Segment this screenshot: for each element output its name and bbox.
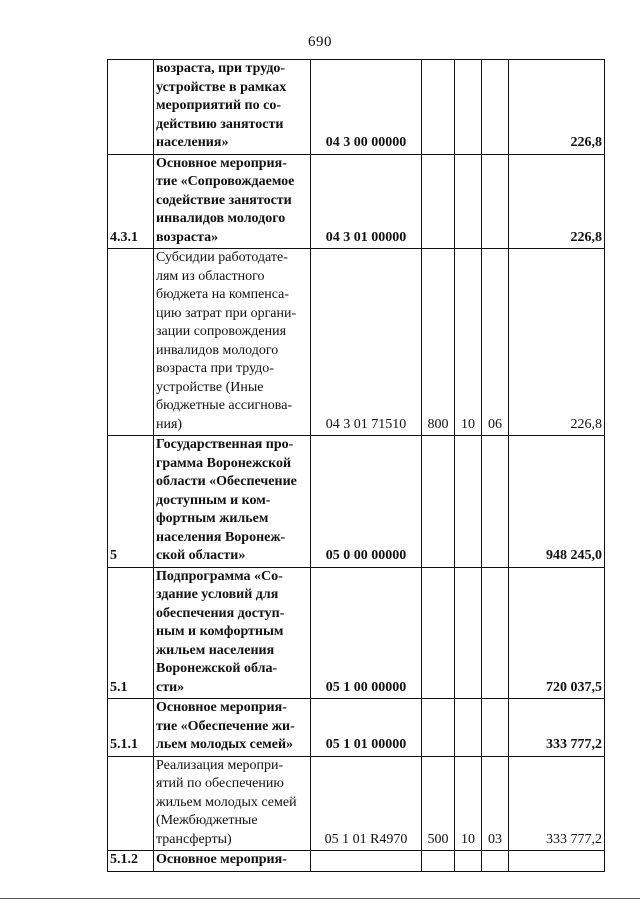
- row-name: Основное мероприя-: [154, 851, 311, 872]
- amount: [509, 851, 605, 872]
- subsection-code: 06: [482, 249, 509, 436]
- expense-type-code: [422, 60, 455, 155]
- row-name: возраста, при трудо- устройстве в рамках мероприятий по со- действию занятости населения»: [154, 60, 311, 155]
- row-number: [108, 756, 154, 851]
- amount: 333 777,2: [509, 756, 605, 851]
- subsection-code: [482, 436, 509, 568]
- row-number: 4.3.1: [108, 154, 154, 249]
- section-code: 10: [455, 756, 482, 851]
- expense-type-code: 800: [422, 249, 455, 436]
- expense-type-code: [422, 699, 455, 757]
- table-row: [108, 154, 605, 249]
- subsection-code: [482, 567, 509, 699]
- expense-type-code: [422, 851, 455, 872]
- section-code: [455, 699, 482, 757]
- subsection-code: [482, 60, 509, 155]
- row-number: 5.1.2: [108, 851, 154, 872]
- table-row: [108, 756, 605, 851]
- amount: 226,8: [509, 249, 605, 436]
- row-number: 5: [108, 436, 154, 568]
- page-bottom-divider: [0, 898, 640, 899]
- row-number: [108, 60, 154, 155]
- section-code: 10: [455, 249, 482, 436]
- amount: 333 777,2: [509, 699, 605, 757]
- target-article-code: 04 3 00 00000: [311, 60, 422, 155]
- row-name: Государственная про- грамма Воронежской области «Обеспечение доступным и ком- фортным жильем населения Воронеж- ской области»: [154, 436, 311, 568]
- expense-type-code: 500: [422, 756, 455, 851]
- target-article-code: 04 3 01 00000: [311, 154, 422, 249]
- target-article-code: 05 1 01 00000: [311, 699, 422, 757]
- page-number: 690: [308, 34, 332, 50]
- expense-type-code: [422, 436, 455, 568]
- amount: 226,8: [509, 154, 605, 249]
- target-article-code: [311, 851, 422, 872]
- row-name: Реализация меропри- ятий по обеспечению жильем молодых семей (Межбюджетные трансферты): [154, 756, 311, 851]
- table-row: [108, 60, 605, 155]
- section-code: [455, 154, 482, 249]
- expense-type-code: [422, 154, 455, 249]
- table-row: [108, 699, 605, 757]
- section-code: [455, 567, 482, 699]
- budget-table: [107, 59, 605, 872]
- subsection-code: [482, 154, 509, 249]
- table-row: [108, 249, 605, 436]
- amount: 226,8: [509, 60, 605, 155]
- table-row: [108, 567, 605, 699]
- subsection-code: [482, 851, 509, 872]
- section-code: [455, 60, 482, 155]
- target-article-code: 05 1 01 R4970: [311, 756, 422, 851]
- target-article-code: 04 3 01 71510: [311, 249, 422, 436]
- target-article-code: 05 0 00 00000: [311, 436, 422, 568]
- section-code: [455, 436, 482, 568]
- row-number: 5.1.1: [108, 699, 154, 757]
- row-name: Основное мероприя- тие «Сопровождаемое содействие занятости инвалидов молодого возраста»: [154, 154, 311, 249]
- expense-type-code: [422, 567, 455, 699]
- amount: 948 245,0: [509, 436, 605, 568]
- row-number: [108, 249, 154, 436]
- table-row: [108, 851, 605, 872]
- subsection-code: 03: [482, 756, 509, 851]
- subsection-code: [482, 699, 509, 757]
- target-article-code: 05 1 00 00000: [311, 567, 422, 699]
- row-name: Субсидии работодате- лям из областного бюджета на компенса- цию затрат при органи- зации сопровождения инвалидов молодого возраста при трудо- устройстве (Иные бюджетные ассигнова- ния): [154, 249, 311, 436]
- row-number: 5.1: [108, 567, 154, 699]
- section-code: [455, 851, 482, 872]
- row-name: Основное мероприя- тие «Обеспечение жи- льем молодых семей»: [154, 699, 311, 757]
- table-row: [108, 436, 605, 568]
- amount: 720 037,5: [509, 567, 605, 699]
- row-name: Подпрограмма «Со- здание условий для обеспечения доступ- ным и комфортным жильем населения Воронежской обла- сти»: [154, 567, 311, 699]
